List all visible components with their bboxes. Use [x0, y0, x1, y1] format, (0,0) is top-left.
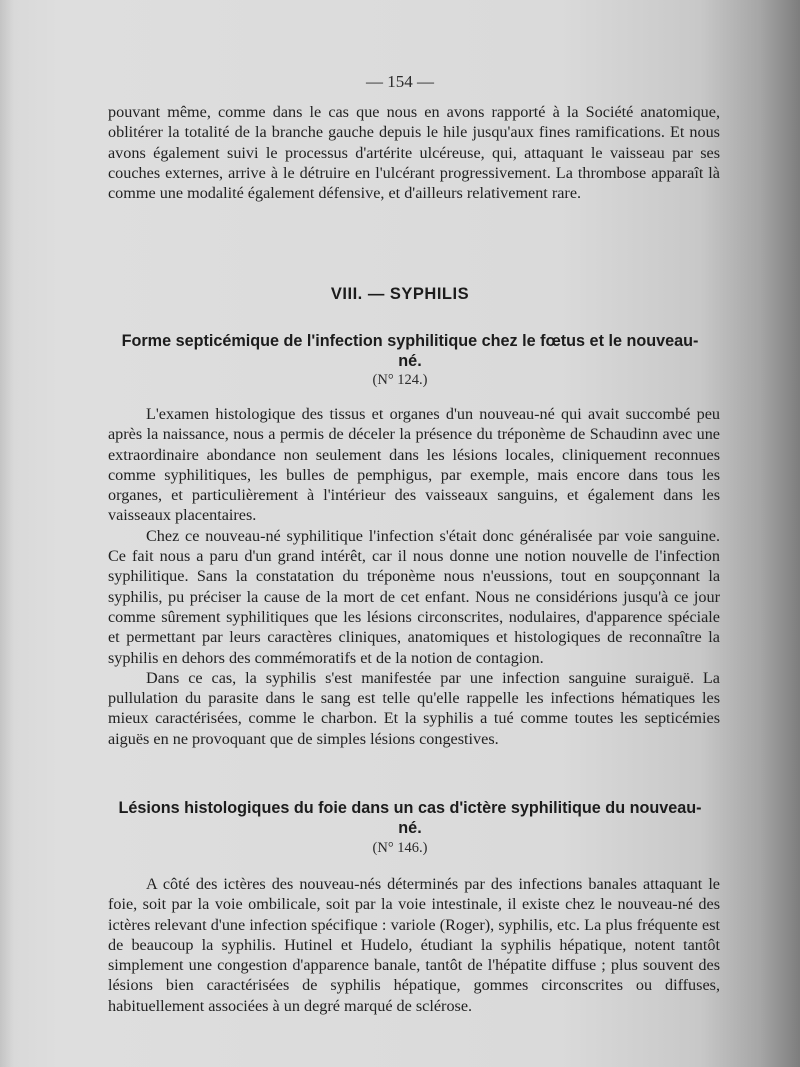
- subsection-body-1: [108, 404, 720, 749]
- subsection-reference-2: (N° 146.): [372, 840, 428, 856]
- page-number: — 154 —: [366, 72, 434, 91]
- subsection-title-1: Forme septicémique de l'infection syphilitique chez le fœtus et le nouveau-né.: [121, 332, 699, 370]
- intro-paragraph: pouvant même, comme dans le cas que nous en avons rapporté à la Société anatomique, oblitérer la totalité de la branche gauche depuis le hile jusqu'aux fines ramifications. Et nous avons également suivi le processus d'artérite ulcéreuse, qui, attaquant le vaisseau par ses couches externes, arrive à le détruire en l'ulcérant progressivement. La thrombose apparaît là comme une modalité également défensive, et d'ailleurs relativement rare.: [108, 103, 720, 203]
- section-title: VIII. — SYPHILIS: [330, 285, 470, 303]
- subsection-reference-1: (N° 124.): [372, 372, 428, 388]
- subsection-body-2: [108, 874, 720, 1016]
- body-paragraph: A côté des ictères des nouveau-nés déterminés par des infections banales attaquant le foie, soit par la voie ombilicale, soit par la voie intestinale, il existe chez le nouveau-né des ictères relevant d'une infection spécifique : variole (Roger), syphilis, etc. La plus fréquente est de beaucoup la syphilis. Hutinel et Hudelo, étudiant la syphilis hépatique, notent tantôt simplement une congestion d'apparence banale, tantôt de l'hépatite diffuse ; plus souvent des lésions bien caractérisées de syphilis hépatique, gommes circonscrites ou diffuses, habituellement associées à un degré marqué de sclérose.: [108, 875, 720, 1015]
- subsection-title-2: Lésions histologiques du foie dans un cas d'ictère syphilitique du nouveau-né.: [118, 799, 702, 837]
- body-paragraph: Chez ce nouveau-né syphilitique l'infection s'était donc généralisée par voie sanguine. Ce fait nous a paru d'un grand intérêt, car il nous donne une notion nouvelle de l'infection syphilitique. Sans la constatation du tréponème nous n'eussions, tout en soupçonnant la syphilis, pu préciser la cause de la mort de cet enfant. Nous ne considérions jusqu'à ce jour comme sûrement syphilitiques que les lésions circonscrites, nodulaires, d'apparence spéciale et permettant par leurs caractères cliniques, anatomiques et histologiques de reconnaître la syphilis en dehors des commémoratifs et de la notion de contagion.: [108, 526, 720, 667]
- body-paragraph: L'examen histologique des tissus et organes d'un nouveau-né qui avait succombé peu après la naissance, nous a permis de déceler la présence du tréponème de Schaudinn avec une extraordinaire abondance non seulement dans les lésions locales, cliniquement reconnues comme syphilitiques, les bulles de pemphigus, par exemple, mais encore dans tous les organes, et particulièrement à l'intérieur des vaisseaux sanguins, et également dans les vaisseaux placentaires.: [108, 405, 720, 525]
- body-paragraph: Dans ce cas, la syphilis s'est manifestée par une infection sanguine suraiguë. La pullulation du parasite dans le sang est telle qu'elle rappelle les infections hématiques les mieux caractérisées, comme le charbon. Et la syphilis a tué comme toutes les septicémies aiguës en ne provoquant que de simples lésions congestives.: [108, 668, 720, 748]
- intro-paragraph-block: [108, 102, 720, 203]
